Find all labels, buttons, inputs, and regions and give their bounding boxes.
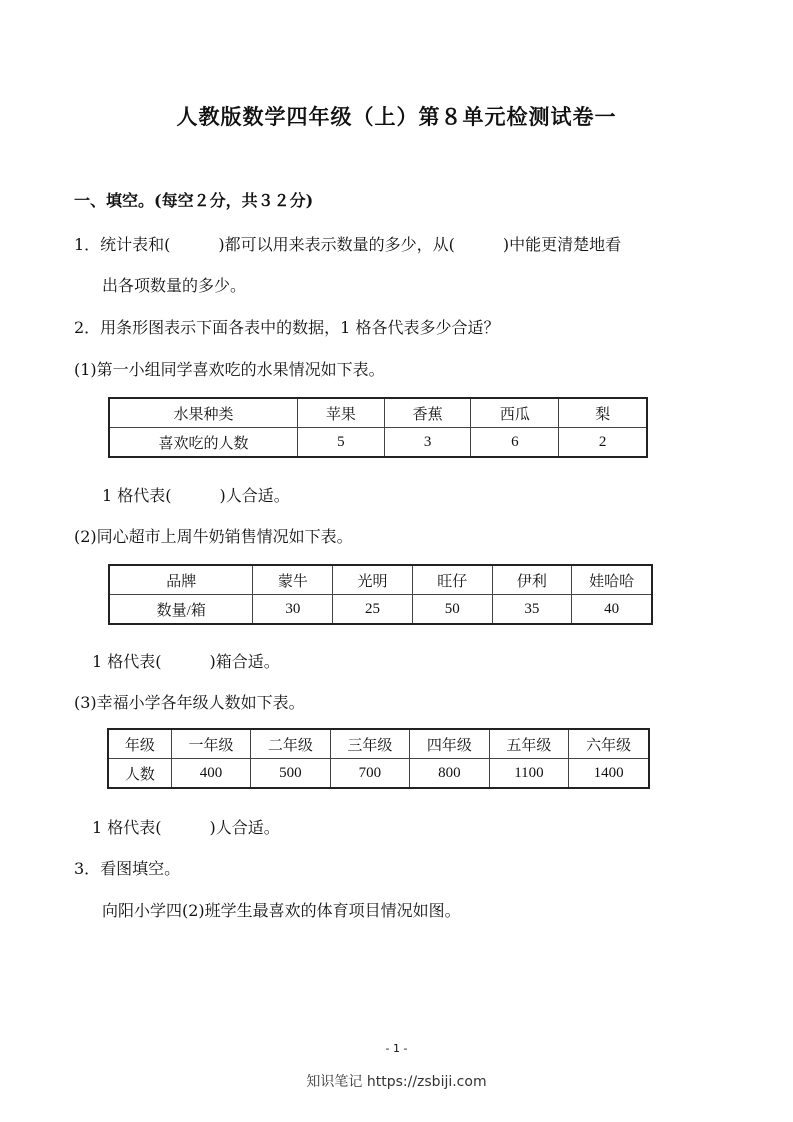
table-cell: 1100: [489, 759, 569, 789]
table-cell: 西瓜: [471, 398, 559, 428]
table-row: [109, 428, 647, 458]
page-number: - 1 -: [385, 1042, 408, 1055]
table-cell: 500: [251, 759, 330, 789]
milk-sales-table: [108, 564, 653, 625]
table-cell: 1400: [569, 759, 649, 789]
table-cell: 35: [492, 595, 572, 625]
question-2-2-caption: (2)同心超市上周牛奶销售情况如下表。: [74, 527, 353, 546]
question-3-stem: 3．看图填空。: [74, 859, 181, 878]
table-cell: 旺仔: [412, 565, 492, 595]
table-cell: 25: [333, 595, 413, 625]
table-row: [108, 729, 649, 759]
table-cell: 二年级: [251, 729, 330, 759]
table-cell: 700: [330, 759, 409, 789]
table-cell: 30: [253, 595, 333, 625]
table-row: [109, 565, 652, 595]
fruit-table: [108, 397, 648, 458]
table-cell: 400: [171, 759, 250, 789]
table-cell: 50: [412, 595, 492, 625]
table-row: [109, 595, 652, 625]
table-cell: 2: [559, 428, 647, 458]
table-cell: 3: [384, 428, 471, 458]
table-cell: 六年级: [569, 729, 649, 759]
table-cell: 五年级: [489, 729, 569, 759]
table-cell: 蒙牛: [253, 565, 333, 595]
question-2-1-answer: 1 格代表( )人合适。: [102, 486, 290, 505]
table-cell: 水果种类: [109, 398, 297, 428]
table-row: [109, 398, 647, 428]
question-2-3-answer: 1 格代表( )人合适。: [92, 818, 280, 837]
table-cell: 四年级: [410, 729, 489, 759]
question-2-1-caption: (1)第一小组同学喜欢吃的水果情况如下表。: [74, 360, 385, 379]
table-cell: 娃哈哈: [572, 565, 652, 595]
question-3-description: 向阳小学四(2)班学生最喜欢的体育项目情况如图。: [102, 901, 461, 920]
grade-population-table: [107, 728, 650, 789]
question-2-3-caption: (3)幸福小学各年级人数如下表。: [74, 693, 305, 712]
table-cell: 光明: [333, 565, 413, 595]
question-1-line-2: 出各项数量的多少。: [102, 276, 247, 295]
section-heading-fill-in: 一、填空。(每空２分，共３２分): [74, 191, 314, 210]
table-cell: 40: [572, 595, 652, 625]
table-cell: 800: [410, 759, 489, 789]
table-cell: 一年级: [171, 729, 250, 759]
table-cell: 品牌: [109, 565, 253, 595]
table-cell: 伊利: [492, 565, 572, 595]
source-watermark: 知识笔记 https://zsbiji.com: [306, 1074, 487, 1090]
question-2-stem: 2．用条形图表示下面各表中的数据，1 格各代表多少合适？: [74, 318, 500, 337]
table-cell: 喜欢吃的人数: [109, 428, 297, 458]
table-row: [108, 759, 649, 789]
table-cell: 三年级: [330, 729, 409, 759]
table-cell: 6: [471, 428, 559, 458]
page-title: 人教版数学四年级（上）第８单元检测试卷一: [176, 104, 617, 129]
table-cell: 5: [297, 428, 384, 458]
table-cell: 数量/箱: [109, 595, 253, 625]
table-cell: 梨: [559, 398, 647, 428]
table-cell: 人数: [108, 759, 171, 789]
question-2-2-answer: 1 格代表( )箱合适。: [92, 652, 280, 671]
question-1-line-1: 1．统计表和( )都可以用来表示数量的多少，从( )中能更清楚地看: [74, 235, 622, 254]
table-cell: 年级: [108, 729, 171, 759]
table-cell: 苹果: [297, 398, 384, 428]
table-cell: 香蕉: [384, 398, 471, 428]
